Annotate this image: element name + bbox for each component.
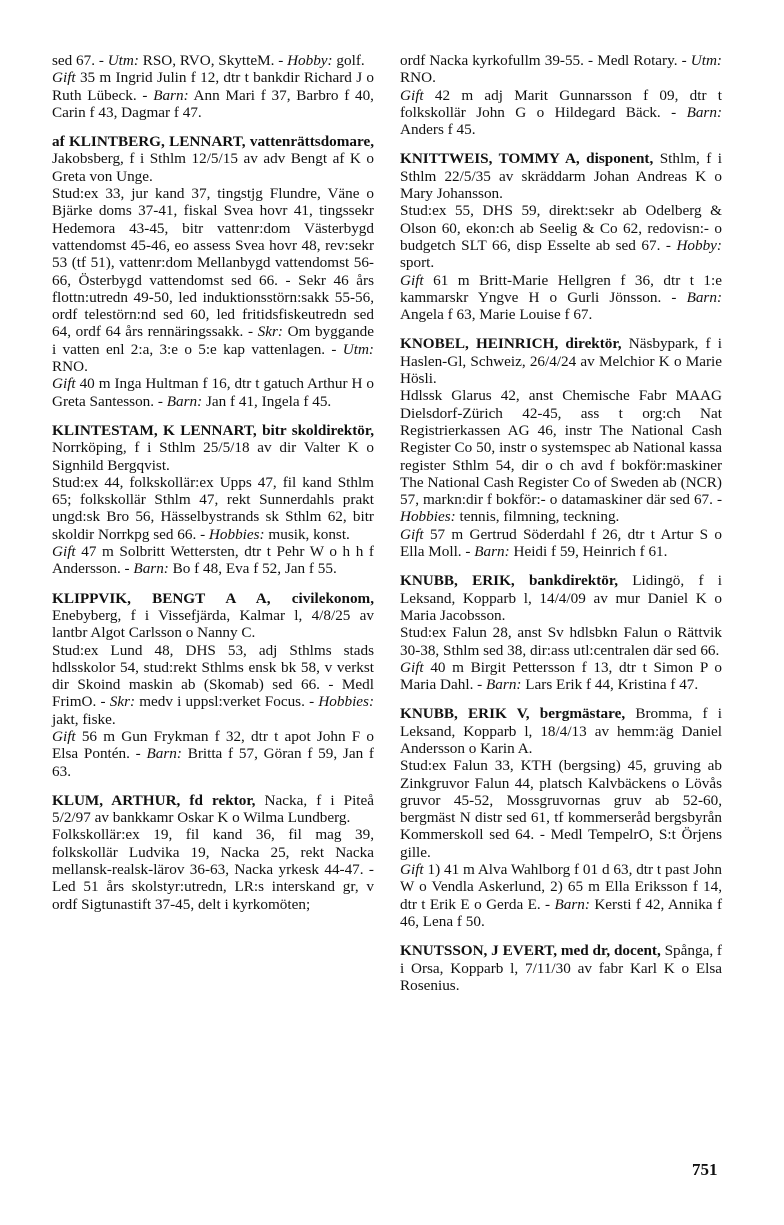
- entry-name: KNUBB, ERIK V, bergmästare,: [400, 705, 626, 723]
- field-label: Hobbies:: [400, 508, 456, 526]
- entry-text: Angela f 63, Marie Louise f 67.: [400, 306, 593, 324]
- entry-name: KNITTWEIS, TOMMY A, disponent,: [400, 150, 654, 168]
- field-label: Gift: [52, 543, 76, 561]
- entry-text: Heidi f 59, Heinrich f 61.: [509, 543, 668, 561]
- biography-entry: [400, 335, 722, 560]
- biography-entry: [52, 590, 374, 780]
- field-label: Gift: [52, 375, 76, 393]
- entry-text: Stud:ex 44, folkskollär:ex Upps 47, fil kand Sthlm 65; folkskollär Sthlm 47, rekt Sunnerdahls prakt ungd:sk Bro 56, Hässelbystrands sk Sthlm 62, bitr skoldir Norrkpg sed 66. -: [52, 473, 374, 543]
- entry-name: KLUM, ARTHUR, fd rektor,: [52, 791, 256, 809]
- field-label: Barn:: [153, 86, 189, 104]
- entry-heading-paragraph: [400, 335, 722, 387]
- field-label: Skr:: [109, 693, 136, 711]
- entry-text: Ann Mari f 37, Barbro f 40, Carin f 43, Dagmar f 47.: [52, 86, 374, 121]
- entry-text: 56 m Gun Frykman f 32, dtr t apot John F o Elsa Pontén. -: [52, 727, 374, 763]
- entry-text: Bromma, f i Leksand, Kopparb l, 18/4/13 av hemm:äg Daniel Andersson o Karin A.: [400, 705, 722, 757]
- entry-paragraph: [400, 757, 722, 861]
- field-label: Gift: [52, 69, 76, 87]
- field-label: Utm:: [690, 52, 722, 69]
- entry-heading-paragraph: [52, 52, 374, 69]
- field-label: Barn:: [686, 103, 722, 121]
- entry-heading-paragraph: [400, 150, 722, 202]
- entry-text: 57 m Gertrud Söderdahl f 26, dtr t Artur S o Ella Moll. -: [400, 525, 722, 561]
- page-number: 751: [692, 1160, 718, 1179]
- entry-paragraph: [400, 202, 722, 271]
- field-label: Utm:: [107, 52, 139, 69]
- entry-paragraph: [52, 642, 374, 728]
- entry-paragraph: [52, 543, 374, 578]
- entry-text: Nacka, f i Piteå 5/2/97 av bankkamr Oskar K o Wilma Lundberg.: [52, 791, 374, 827]
- entry-paragraph: [400, 861, 722, 930]
- entry-text: 42 m adj Marit Gunnarsson f 09, dtr t folkskollär John G o Hildegard Bäck. -: [400, 86, 722, 121]
- field-label: Hobbies:: [318, 693, 375, 711]
- entry-heading-paragraph: [52, 422, 374, 474]
- entry-paragraph: [52, 826, 374, 912]
- entry-text: RSO, RVO, SkytteM. -: [138, 52, 288, 69]
- entry-text: RNO.: [52, 358, 88, 376]
- field-label: Barn:: [554, 895, 590, 913]
- entry-paragraph: [400, 624, 722, 659]
- entry-text: Jakobsberg, f i Sthlm 12/5/15 av adv Bengt af K o Greta von Unge.: [52, 150, 374, 185]
- entry-text: Spånga, f i Orsa, Kopparb l, 7/11/30 av fabr Karl K o Elsa Rosenius.: [400, 942, 722, 994]
- entry-paragraph: [52, 728, 374, 780]
- field-label: Hobby:: [287, 52, 333, 69]
- entry-text: RNO.: [400, 69, 436, 87]
- entry-name: KNUBB, ERIK, bankdirektör,: [400, 572, 619, 590]
- field-label: Barn:: [474, 543, 510, 561]
- entry-text: Sthlm, f i Sthlm 22/5/35 av skräddarm Johan Andreas K o Mary Johansson.: [400, 150, 722, 203]
- field-label: Barn:: [486, 676, 522, 694]
- entry-text: 35 m Ingrid Julin f 12, dtr t bankdir Richard J o Ruth Lübeck. -: [52, 69, 374, 104]
- left-column: [52, 52, 374, 925]
- entry-paragraph: [52, 69, 374, 121]
- entry-heading-paragraph: [52, 792, 374, 827]
- field-label: Hobby:: [676, 236, 722, 254]
- entry-text: 47 m Solbritt Wettersten, dtr t Pehr W o h h f Andersson. -: [52, 543, 374, 578]
- entry-text: sed 67. -: [52, 52, 108, 69]
- entry-text: Bo f 48, Eva f 52, Jan f 55.: [168, 560, 337, 578]
- entry-name: af KLINTBERG, LENNART, vattenrättsdomare,: [52, 133, 374, 151]
- entry-text: ordf Nacka kyrkofullm 39-55. - Medl Rotary. -: [400, 52, 691, 69]
- entry-text: Anders f 45.: [400, 121, 476, 139]
- entry-paragraph: [400, 387, 722, 525]
- entry-paragraph: [400, 87, 722, 139]
- entry-heading-paragraph: [52, 133, 374, 185]
- entry-text: Norrköping, f i Sthlm 25/5/18 av dir Valter K o Signhild Bergqvist.: [52, 439, 374, 474]
- entry-text: Om byggande i vatten enl 2:a, 3:e o 5:e kap vattenlagen. -: [52, 323, 374, 358]
- entry-text: Folkskollär:ex 19, fil kand 36, fil mag 39, folkskollär Ludvika 19, Nacka 25, rekt Nacka mellansk-realsk-lärov 36-63, Nacka yrkesk 44-47. - Led 51 års skolstyr:utredn, LR:s interskand gr, v ordf Sigtunastift 37-45, delt i kyrkomöten;: [52, 826, 374, 913]
- entry-heading-paragraph: [52, 590, 374, 642]
- entry-name: KLINTESTAM, K LENNART, bitr skoldirektör,: [52, 421, 374, 439]
- entry-text: Hdlssk Glarus 42, anst Chemische Fabr MAAG Dielsdorf-Zürich 42-45, ass t org:ch Nat Registrierkassen AG 46, instr The National Cash Register Co 50, instr o systemspec ab National kassa register Sthlm 54, dir o ch avd f bokför:maskiner The National Cash Register Co of Sweden ab (NCR) 57, markn:dir f bokför:- o datamaskiner där sed 67. -: [400, 387, 722, 509]
- entry-text: 40 m Birgit Pettersson f 13, dtr t Simon P o Maria Dahl. -: [400, 658, 722, 694]
- entry-paragraph: [52, 375, 374, 410]
- entry-paragraph: [52, 185, 374, 375]
- field-label: Gift: [400, 525, 424, 543]
- field-label: Skr:: [257, 323, 283, 341]
- entry-name: KLIPPVIK, BENGT A A, civilekonom,: [52, 589, 374, 607]
- entry-heading-paragraph: [400, 942, 722, 994]
- biography-entry: [400, 942, 722, 994]
- entry-paragraph: [400, 526, 722, 561]
- entry-paragraph: [400, 659, 722, 694]
- field-label: Gift: [400, 86, 424, 104]
- right-column: [400, 52, 722, 1006]
- entry-text: 1) 41 m Alva Wahlborg f 01 d 63, dtr t past John W o Vendla Askerlund, 2) 65 m Ella Eriksson f 14, dtr t Erik E o Gerda E. -: [400, 861, 722, 913]
- entry-text: Britta f 57, Göran f 59, Jan f 63.: [52, 745, 374, 780]
- biography-entry: [52, 52, 374, 121]
- field-label: Barn:: [686, 288, 722, 306]
- entry-text: sport.: [400, 254, 435, 272]
- entry-text: Stud:ex Falun 28, anst Sv hdlsbkn Falun o Rättvik 30-38, Sthlm sed 38, dir:ass utl:centralen där sed 66.: [400, 624, 722, 659]
- field-label: Gift: [400, 658, 424, 676]
- biography-entry: [52, 792, 374, 913]
- entry-text: Lars Erik f 44, Kristina f 47.: [521, 676, 699, 694]
- entry-text: Stud:ex Falun 33, KTH (bergsing) 45, gruving ab Zinkgruvor Falun 44, platsch Kalvbäckens o Lövås gruvor 45-52, Mossgruvornas gruv ab 52-60, bergmäst N distr sed 61, tf kommersеråd bergsbyrån Kommerskoll sed 64. - Medl TempelrO, S:t Örjens gille.: [400, 757, 722, 861]
- entry-text: jakt, fiske.: [52, 710, 116, 728]
- field-label: Utm:: [342, 340, 374, 358]
- field-label: Gift: [400, 861, 424, 879]
- biography-entry: [400, 705, 722, 930]
- entry-paragraph: [52, 474, 374, 543]
- entry-heading-paragraph: [400, 705, 722, 757]
- biography-entry: [52, 133, 374, 410]
- entry-text: Näsbypark, f i Haslen-Gl, Schweiz, 26/4/24 av Melchior K o Marie Hösli.: [400, 335, 722, 388]
- entry-heading-paragraph: [400, 52, 722, 87]
- entry-text: tennis, filmning, teckning.: [455, 508, 620, 526]
- field-label: Barn:: [133, 560, 169, 578]
- field-label: Gift: [52, 727, 76, 745]
- biography-entry: [400, 52, 722, 138]
- entry-text: 40 m Inga Hultman f 16, dtr t gatuch Arthur H o Greta Santesson. -: [52, 375, 374, 410]
- entry-text: Enebyberg, f i Vissefjärda, Kalmar l, 4/8/25 av lantbr Algot Carlsson o Nanny C.: [52, 606, 374, 642]
- biography-entry: [400, 150, 722, 323]
- field-label: Gift: [400, 271, 424, 289]
- entry-heading-paragraph: [400, 572, 722, 624]
- entry-text: Stud:ex 55, DHS 59, direkt:sekr ab Odelberg & Olson 60, ekon:ch ab Seelig & Co 62, redovisn:- o budgetch SLT 66, disp Esselte ab sed 67. -: [400, 202, 722, 254]
- entry-text: medv i uppsl:verket Focus. -: [135, 693, 319, 711]
- field-label: Barn:: [146, 745, 182, 763]
- field-label: Barn:: [166, 392, 203, 410]
- entry-text: Stud:ex 33, jur kand 37, tingstjg Flundre, Väne o Bjärke doms 37-41, fiskal Svea hovr 41, tingssekr Hedemora 43-45, bitr vattenr:dom Västerbygd vattendomst 45-46, eo assess Svea hovr 48, rev:sekr 53 (tf 51), vattenr:dom Mellanbygd vattendomst 56-66, Österbygd vattendomst sed 66. - Sekr 46 års flottn:utredn 49-50, led induktionsstörn:sakk 55-56, ordf telestörn:nd sed 60, led fritidsfiskeutredn sed 64, ordf 64 års rennäringssakk. -: [52, 185, 374, 341]
- entry-name: KNUTSSON, J EVERT, med dr, docent,: [400, 942, 661, 960]
- entry-name: KNOBEL, HEINRICH, direktör,: [400, 335, 622, 353]
- entry-paragraph: [400, 272, 722, 324]
- entry-text: Lidingö, f i Leksand, Kopparb l, 14/4/09 av mur Daniel K o Maria Jacobsson.: [400, 572, 722, 624]
- entry-text: Jan f 41, Ingela f 45.: [202, 392, 332, 410]
- entry-text: Stud:ex Lund 48, DHS 53, adj Sthlms stads hdlsskolor 54, stud:rekt Sthlms ensk bk 58, v verkst dir Skoind maskin ab (Skomab) sed 66. - Medl FrimO. -: [52, 641, 374, 711]
- field-label: Hobbies:: [208, 525, 265, 543]
- entry-text: golf.: [332, 52, 365, 69]
- entry-text: Kersti f 42, Annika f 46, Lena f 50.: [400, 895, 722, 930]
- biography-entry: [400, 572, 722, 693]
- biography-entry: [52, 422, 374, 578]
- entry-text: musik, konst.: [264, 525, 350, 543]
- entry-text: 61 m Britt-Marie Hellgren f 36, dtr t 1:e kammarskr Yngve H o Gurli Jönsson. -: [400, 271, 722, 306]
